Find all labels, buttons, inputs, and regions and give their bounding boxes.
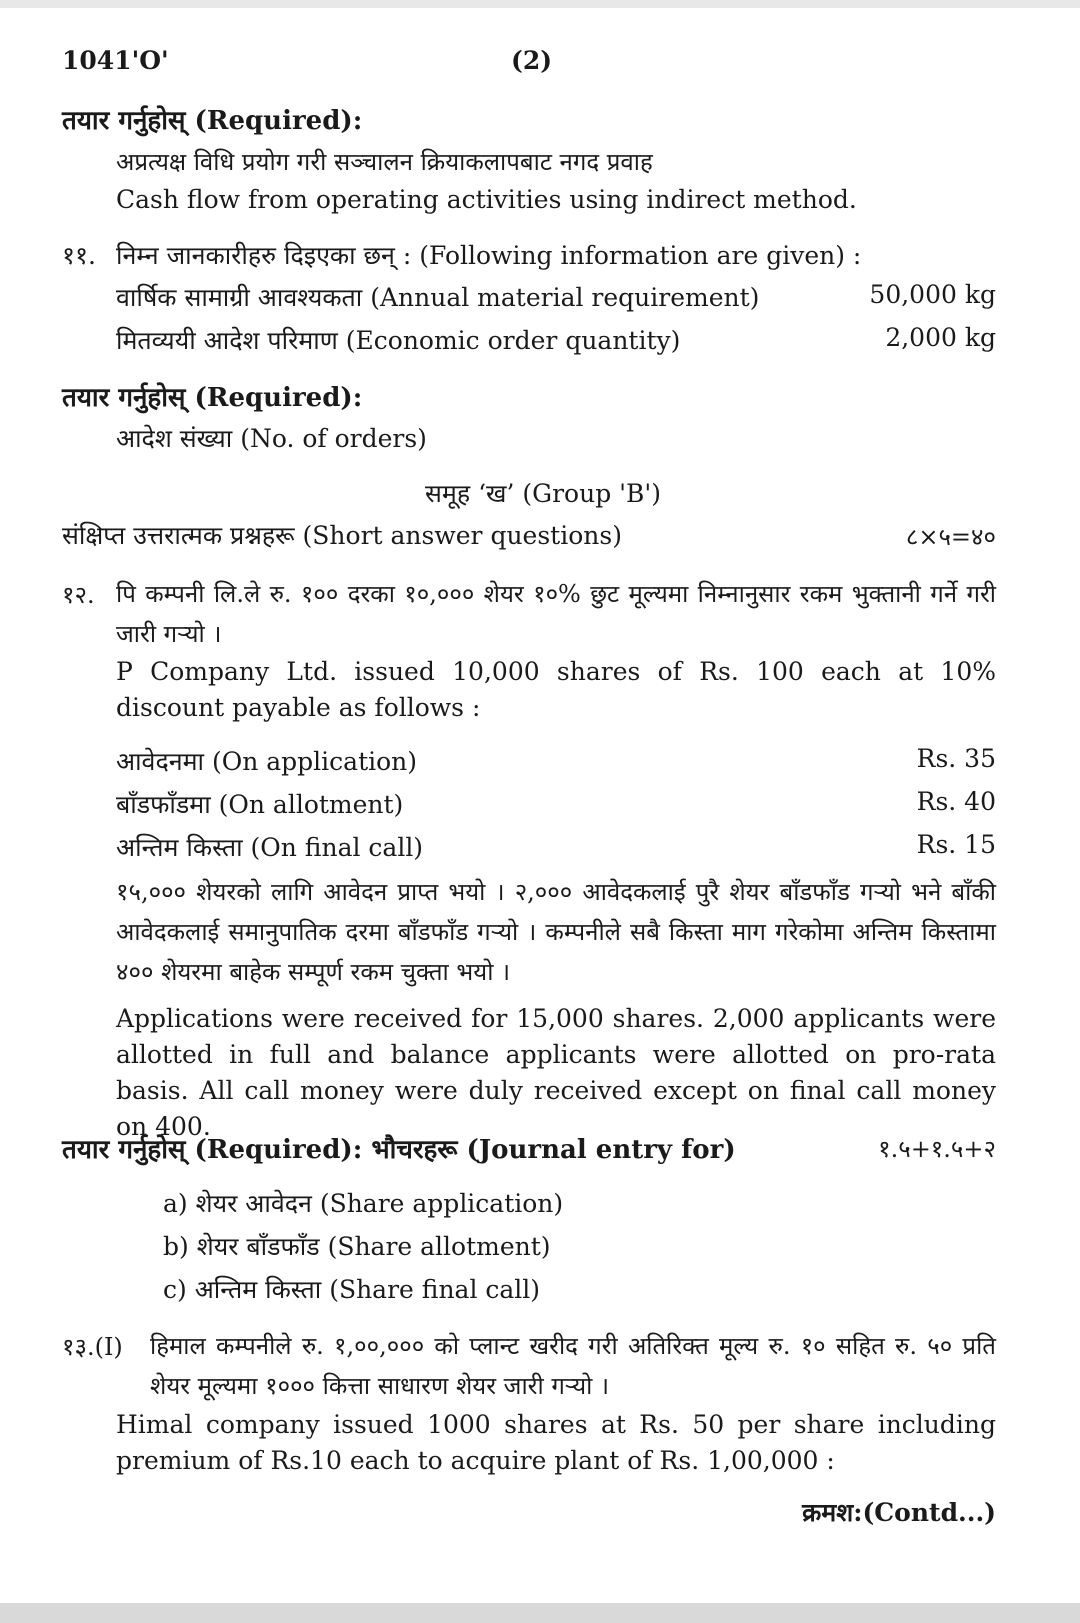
q12-nepali-para: पि कम्पनी लि.ले रु. १०० दरका १०,००० शेयर १०% छुट मूल्यमा निम्नानुसार रकम भुक्तानी गर्ने गरी जारी गऱ्यो । xyxy=(116,580,996,648)
continued-note: क्रमश:(Contd...) xyxy=(802,1498,996,1527)
q12-required-item: b) शेयर बाँडफाँड (Share allotment) xyxy=(163,1232,551,1261)
group-b-title: समूह ‘ख’ (Group 'B') xyxy=(425,479,662,508)
q12-payment-value: Rs. 40 xyxy=(916,787,996,816)
q12-required-label: तयार गर्नुहोस् (Required): भौचरहरू (Journal entry for) xyxy=(62,1135,736,1165)
q12-number: १२. xyxy=(62,581,95,609)
q13-english-para: Himal company issued 1000 shares at Rs. 50 per share including premium of Rs.10 each to acquire plant of Rs. 1,00,000 : xyxy=(116,1410,996,1475)
q12-payment-label: आवेदनमा (On application) xyxy=(116,747,418,776)
q11-required-item: आदेश संख्या (No. of orders) xyxy=(116,424,427,453)
q12-payment-value: Rs. 15 xyxy=(916,830,996,859)
q12-payment-value: Rs. 35 xyxy=(916,744,996,773)
q12-required-marks: १.५+१.५+२ xyxy=(878,1135,996,1163)
q11-intro: निम्न जानकारीहरु दिइएका छन् : (Following information are given) : xyxy=(116,241,862,270)
required-label-1: तयार गर्नुहोस् (Required): xyxy=(62,106,363,136)
paper-code: 1041'O' xyxy=(62,46,169,75)
q12-english-para: P Company Ltd. issued 10,000 shares of Rs. 100 each at 10% discount payable as follows : xyxy=(116,657,996,722)
q11-row-value: 2,000 kg xyxy=(885,323,996,352)
q11-row-label: वार्षिक सामाग्री आवश्यकता (Annual material requirement) xyxy=(116,283,760,312)
q11-required-label: तयार गर्नुहोस् (Required): xyxy=(62,383,363,413)
q12-english-details: Applications were received for 15,000 shares. 2,000 applicants were allotted in full and balance applicants were allotted on pro-rata basis. All call money were duly received except on final call money on 400. xyxy=(116,1004,996,1141)
bottom-shade xyxy=(0,1603,1080,1623)
q11-row-label: मितव्ययी आदेश परिमाण (Economic order quantity) xyxy=(116,326,681,355)
group-b-marks: ८×५=४० xyxy=(905,523,996,551)
q11-row-value: 50,000 kg xyxy=(869,280,996,309)
q12-payment-label: अन्तिम किस्ता (On final call) xyxy=(116,833,424,862)
top-shade xyxy=(0,0,1080,8)
page-number: (2) xyxy=(511,46,553,75)
q12-required-item: c) अन्तिम किस्ता (Share final call) xyxy=(163,1275,541,1304)
q12-nepali-details: १५,००० शेयरको लागि आवेदन प्राप्त भयो । २,००० आवेदकलाई पुरै शेयर बाँडफाँड गऱ्यो भने बाँकी आवेदकलाई समानुपातिक दरमा बाँडफाँड गऱ्यो । कम्पनीले सबै किस्ता माग गरेकोमा अन्तिम किस्तामा ४०० शेयरमा बाहेक सम्पूर्ण रकम चुक्ता भयो । xyxy=(116,878,996,986)
required-line-nepali-1: अप्रत्यक्ष विधि प्रयोग गरी सञ्चालन क्रियाकलापबाट नगद प्रवाह xyxy=(116,148,653,176)
q13-number: १३.(I) xyxy=(62,1333,123,1361)
q12-payment-label: बाँडफाँडमा (On allotment) xyxy=(116,790,404,819)
group-b-subtitle: संक्षिप्त उत्तरात्मक प्रश्नहरू (Short answer questions) xyxy=(62,521,622,550)
required-line-english-1: Cash flow from operating activities using indirect method. xyxy=(116,185,857,214)
q12-required-item: a) शेयर आवेदन (Share application) xyxy=(163,1189,564,1218)
q11-number: ११. xyxy=(62,241,96,270)
q13-nepali-para: हिमाल कम्पनीले रु. १,००,००० को प्लान्ट खरीद गरी अतिरिक्त मूल्य रु. १० सहित रु. ५० प्रति शेयर मूल्यमा १००० कित्ता साधारण शेयर जारी गऱ्यो । xyxy=(150,1332,996,1400)
